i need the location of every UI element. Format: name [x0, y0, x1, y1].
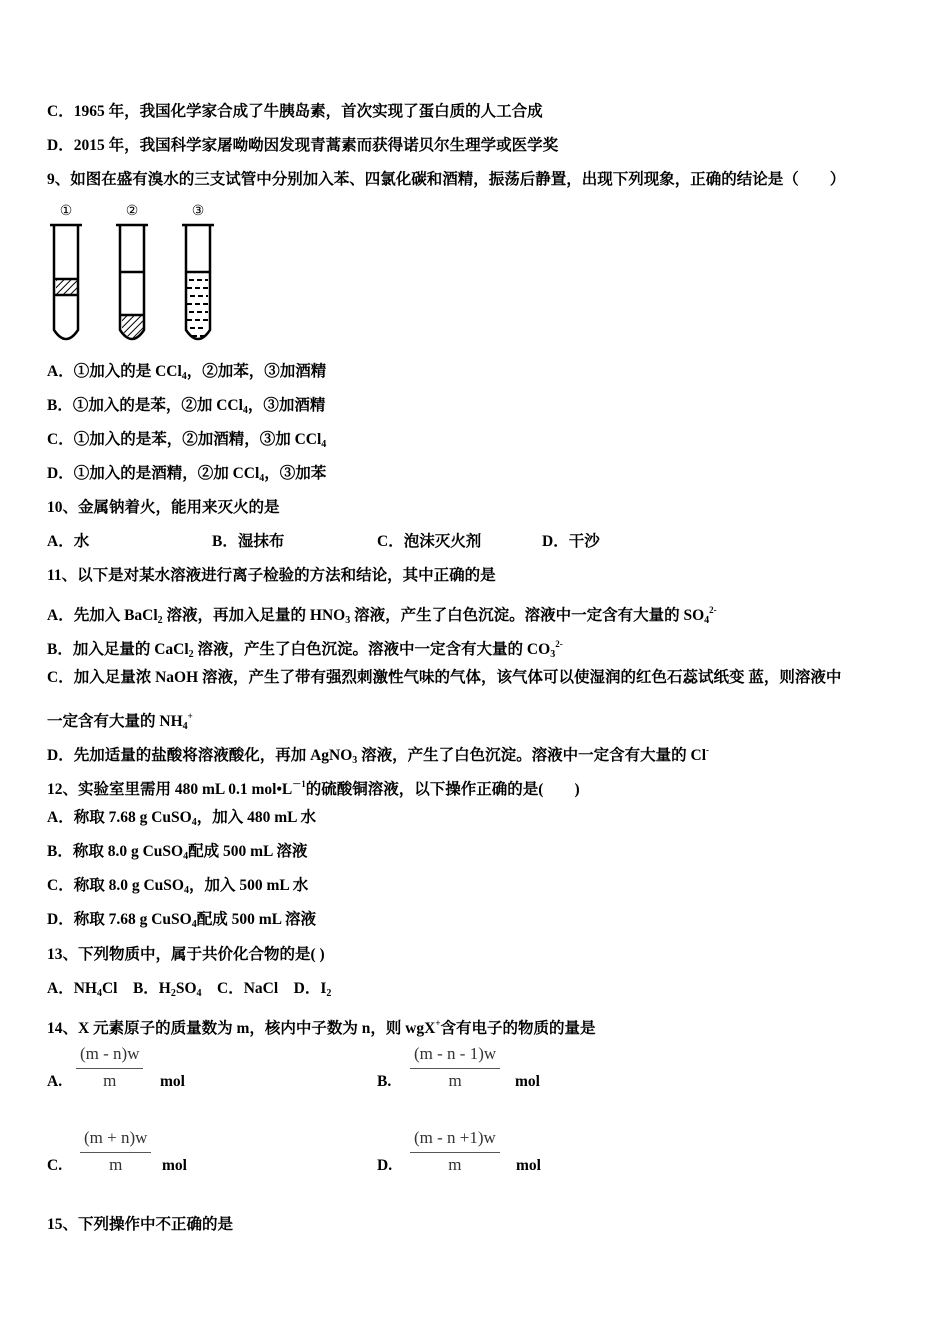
unit: mol — [162, 1157, 187, 1174]
q10-option-a: A．水 — [47, 533, 90, 550]
text-run: 一定含有大量的 NH — [47, 713, 183, 730]
subscript: 3 — [345, 615, 351, 626]
subscript: 4 — [183, 851, 189, 862]
text-run: Cl B．H — [101, 980, 171, 997]
denominator: m — [109, 1155, 123, 1174]
superscript: －1 — [292, 779, 306, 789]
text-line — [47, 102, 543, 122]
text-line — [47, 464, 326, 489]
text-run: A．先加入 BaCl — [47, 607, 158, 624]
fraction — [80, 1128, 151, 1175]
denominator: m — [103, 1071, 117, 1090]
option-label: B. — [377, 1073, 392, 1090]
text-run: C．加入足量浓 NaOH 溶液，产生了带有强烈刺激性气味的气体，该气体可以使湿润的红色石蕊试纸变 蓝，则溶液中 — [47, 669, 842, 686]
text-line — [47, 600, 717, 631]
fraction — [76, 1044, 143, 1091]
text-line — [47, 910, 316, 935]
numerator: (m - n - 1)w — [410, 1044, 500, 1069]
text-run: ，③加苯 — [264, 465, 327, 482]
tube-label-1: ① — [59, 204, 73, 219]
text-run: ，②加苯，③加酒精 — [186, 363, 327, 380]
subscript: 4 — [242, 405, 248, 416]
text-line — [47, 842, 307, 867]
fraction — [410, 1128, 500, 1175]
text-line — [47, 362, 326, 387]
numerator: (m - n)w — [76, 1044, 143, 1069]
text-line — [47, 876, 308, 901]
text-run: C．称取 8.0 g CuSO — [47, 877, 184, 894]
tube-label-3: ③ — [191, 204, 205, 219]
text-run: 溶液，产生了白色沉淀。溶液中一定含有大量的 Cl — [357, 747, 707, 764]
subscript: 4 — [196, 988, 202, 999]
text-run: D．①加入的是酒精，②加 CCl — [47, 465, 260, 482]
text-run: 配成 500 mL 溶液 — [188, 843, 308, 860]
text-run: A．①加入的是 CCl — [47, 363, 182, 380]
superscript: - — [706, 745, 710, 755]
tube-label-2: ② — [125, 204, 139, 219]
text-line — [47, 1013, 596, 1039]
text-run: D．2015 年，我国科学家屠呦呦因发现青蒿素而获得诺贝尔生理学或医学奖 — [47, 137, 559, 154]
text-line — [47, 634, 563, 665]
subscript: 2 — [157, 615, 163, 626]
text-run: A．称取 7.68 g CuSO — [47, 809, 192, 826]
text-run: 溶液，产生了白色沉淀。溶液中一定含有大量的 CO — [193, 641, 551, 658]
text-run: 溶液，产生了白色沉淀。溶液中一定含有大量的 SO — [350, 607, 705, 624]
subscript: 4 — [183, 885, 189, 896]
text-line — [47, 979, 331, 1004]
numerator: (m + n)w — [80, 1128, 151, 1153]
subscript: 4 — [181, 371, 187, 382]
subscript: 4 — [321, 439, 327, 450]
subscript: 4 — [704, 615, 710, 626]
text-run: 溶液，再加入足量的 HNO — [162, 607, 346, 624]
subscript: 2 — [188, 649, 194, 660]
text-line — [47, 498, 280, 518]
text-run: C．1965 年，我国化学家合成了牛胰岛素，首次实现了蛋白质的人工合成 — [47, 103, 543, 120]
q10-option-c: C．泡沫灭火剂 — [377, 533, 482, 550]
text-run: ，加入 480 mL 水 — [196, 809, 316, 826]
subscript: 3 — [550, 649, 556, 660]
text-run: B．称取 8.0 g CuSO — [47, 843, 184, 860]
text-run: D．先加适量的盐酸将溶液酸化，再加 AgNO — [47, 747, 353, 764]
option-label: D. — [377, 1157, 393, 1174]
text-run: D．称取 7.68 g CuSO — [47, 911, 192, 928]
text-run: 12、实验室里需用 480 mL 0.1 mol•L — [47, 781, 293, 798]
subscript: 4 — [191, 919, 197, 930]
text-run: 9、如图在盛有溴水的三支试管中分别加入苯、四氯化碳和酒精，振荡后静置，出现下列现象，正确的结论是（ ） — [47, 171, 846, 188]
text-run: B．①加入的是苯，②加 CCl — [47, 397, 243, 414]
denominator: m — [448, 1071, 462, 1090]
unit: mol — [515, 1073, 540, 1090]
text-run: B．加入足量的 CaCl — [47, 641, 189, 658]
text-run: C．①加入的是苯，②加酒精，③加 CCl — [47, 431, 322, 448]
text-run: SO — [175, 980, 197, 997]
text-run: 的硫酸铜溶液，以下操作正确的是( ) — [305, 781, 580, 798]
text-line — [47, 1215, 233, 1235]
unit: mol — [160, 1073, 185, 1090]
subscript: 4 — [182, 721, 188, 732]
numerator: (m - n +1)w — [410, 1128, 500, 1153]
text-run: ，③加酒精 — [247, 397, 326, 414]
text-run: 14、X 元素原子的质量数为 m，核内中子数为 n，则 wgX — [47, 1020, 436, 1037]
tube-1 — [50, 225, 82, 339]
text-run: 11、以下是对某水溶液进行离子检验的方法和结论，其中正确的是 — [47, 567, 496, 584]
text-line — [47, 566, 496, 586]
text-run: 15、下列操作中不正确的是 — [47, 1216, 234, 1233]
denominator: m — [448, 1155, 462, 1174]
text-line — [47, 430, 326, 455]
superscript: + — [187, 711, 193, 721]
test-tubes-figure — [44, 200, 234, 350]
text-run: 配成 500 mL 溶液 — [196, 911, 316, 928]
subscript: 4 — [259, 473, 265, 484]
tube-3 — [182, 225, 214, 339]
q10-option-d: D．干沙 — [542, 533, 600, 550]
text-run: A．NH — [47, 980, 97, 997]
superscript: 2- — [709, 605, 717, 615]
text-run: 10、金属钠着火，能用来灭火的是 — [47, 499, 280, 516]
subscript: 2 — [170, 988, 176, 999]
subscript: 4 — [191, 817, 197, 828]
text-line — [47, 706, 193, 737]
superscript: + — [435, 1018, 441, 1028]
text-line — [47, 396, 325, 421]
text-line — [47, 808, 316, 833]
text-run: 13、下列物质中，属于共价化合物的是( ) — [47, 946, 325, 963]
text-line — [47, 170, 845, 190]
q10-option-b: B．湿抹布 — [212, 533, 285, 550]
subscript: 3 — [352, 755, 358, 766]
unit: mol — [516, 1157, 541, 1174]
text-run: ，加入 500 mL 水 — [188, 877, 309, 894]
subscript: 2 — [326, 988, 332, 999]
text-line — [47, 945, 325, 965]
text-line — [47, 774, 580, 800]
text-line — [47, 136, 558, 156]
text-run: C．NaCl D．I — [201, 980, 327, 997]
option-label: A. — [47, 1073, 63, 1090]
text-line — [47, 668, 841, 688]
tube-2 — [116, 225, 148, 339]
subscript: 4 — [96, 988, 102, 999]
text-run: 含有电子的物质的量是 — [440, 1020, 596, 1037]
text-line — [47, 740, 709, 771]
superscript: 2- — [555, 639, 563, 649]
option-label: C. — [47, 1157, 63, 1174]
fraction — [410, 1044, 500, 1091]
